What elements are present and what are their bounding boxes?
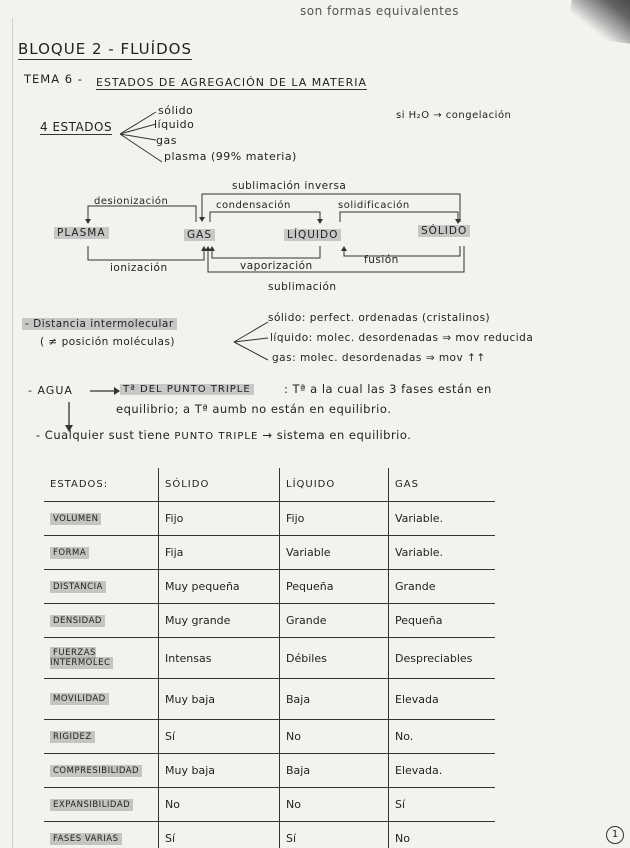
row-label: VOLUMEN <box>44 502 159 536</box>
table-cell: Débiles <box>280 638 389 679</box>
label-vaporizacion: vaporización <box>240 260 313 272</box>
label-desionizacion: desionización <box>94 196 169 207</box>
distance-label: - Distancia intermolecular <box>22 318 177 330</box>
table-cell: Grande <box>280 604 389 638</box>
header-cell: ESTADOS: <box>44 468 159 502</box>
row-label: FORMA <box>44 536 159 570</box>
table-cell: Elevada. <box>389 754 496 788</box>
label-ionizacion: ionización <box>110 262 168 274</box>
distance-solid: sólido: perfect. ordenadas (cristalinos) <box>268 312 491 324</box>
state-liquid: líquido <box>154 118 195 131</box>
block-heading: BLOQUE 2 - FLUÍDOS <box>18 40 192 58</box>
page-corner-shadow <box>567 0 630 45</box>
agua-term: Tª DEL PUNTO TRIPLE <box>120 384 254 395</box>
table-cell: Sí <box>159 822 280 848</box>
table-cell: Muy pequeña <box>159 570 280 604</box>
table-body <box>44 468 495 848</box>
table-row <box>44 570 495 604</box>
agua-label: - AGUA <box>28 384 73 397</box>
table-cell: Baja <box>280 754 389 788</box>
distance-gas: gas: molec. desordenadas ⇒ mov ↑↑ <box>272 352 486 364</box>
table-cell: Sí <box>389 788 496 822</box>
table-cell: Intensas <box>159 638 280 679</box>
table-cell: Baja <box>280 679 389 720</box>
state-solid: sólido <box>158 104 194 117</box>
cualquier-prefix: - Cualquier sust tiene <box>36 428 171 442</box>
table-row <box>44 502 495 536</box>
table-cell: No. <box>389 720 496 754</box>
table-cell: Variable <box>280 536 389 570</box>
header-cell: GAS <box>389 468 496 502</box>
distance-brace <box>232 316 272 366</box>
table-cell: No <box>280 788 389 822</box>
table-cell: Muy baja <box>159 754 280 788</box>
table-cell: Sí <box>280 822 389 848</box>
table-cell: No <box>159 788 280 822</box>
table-row <box>44 604 495 638</box>
table-cell: Despreciables <box>389 638 496 679</box>
cualquier-line <box>36 428 411 442</box>
row-label: DENSIDAD <box>44 604 159 638</box>
row-label: FASES VARIAS <box>44 822 159 848</box>
table-cell: No <box>389 822 496 848</box>
label-fusion: fusión <box>364 254 399 266</box>
table-header-row <box>44 468 495 502</box>
row-label: EXPANSIBILIDAD <box>44 788 159 822</box>
row-label: COMPRESIBILIDAD <box>44 754 159 788</box>
label-condensacion: condensación <box>216 200 291 211</box>
table-cell: Fijo <box>159 502 280 536</box>
table-cell: Muy baja <box>159 679 280 720</box>
header-cell: LÍQUIDO <box>280 468 389 502</box>
states-label: 4 ESTADOS <box>40 120 113 134</box>
table-row <box>44 720 495 754</box>
table-cell: Variable. <box>389 502 496 536</box>
row-label: RIGIDEZ <box>44 720 159 754</box>
table-row <box>44 679 495 720</box>
agua-text-2: equilibrio; a Tª aumb no están en equilibrio. <box>116 402 392 416</box>
agua-text-1: : Tª a la cual las 3 fases están en <box>284 382 492 396</box>
label-sublimacion-inversa: sublimación inversa <box>232 180 347 192</box>
water-note: si H₂O → congelación <box>396 110 512 121</box>
table-cell: Fija <box>159 536 280 570</box>
table-cell: Grande <box>389 570 496 604</box>
margin-line <box>12 18 13 848</box>
table-cell: Pequeña <box>389 604 496 638</box>
table-cell: Elevada <box>389 679 496 720</box>
label-sublimacion: sublimación <box>268 281 337 293</box>
row-label: MOVILIDAD <box>44 679 159 720</box>
table-cell: No <box>280 720 389 754</box>
state-box-gas: GAS <box>184 229 215 241</box>
label-solidificacion: solidificación <box>338 200 410 211</box>
table-row <box>44 788 495 822</box>
table-row <box>44 754 495 788</box>
row-label: FUERZAS INTERMOLEC <box>44 638 159 679</box>
table-cell: Sí <box>159 720 280 754</box>
table-row <box>44 536 495 570</box>
states-properties-table <box>44 468 495 848</box>
cualquier-suffix: → sistema en equilibrio. <box>262 428 412 442</box>
topic-title: ESTADOS DE AGREGACIÓN DE LA MATERIA <box>96 76 368 89</box>
state-gas: gas <box>156 134 177 147</box>
table-cell: Fijo <box>280 502 389 536</box>
topic-number: TEMA 6 - <box>24 72 83 86</box>
table-cell: Variable. <box>389 536 496 570</box>
state-box-solido: SÓLIDO <box>418 225 470 237</box>
top-fragment: son formas equivalentes <box>300 4 459 18</box>
header-cell: SÓLIDO <box>159 468 280 502</box>
table-row <box>44 638 495 679</box>
table-cell: Pequeña <box>280 570 389 604</box>
state-box-liquido: LÍQUIDO <box>284 229 341 241</box>
distance-liquid: líquido: molec. desordenadas ⇒ mov reducida <box>270 332 534 344</box>
page-number: 1 <box>606 826 624 844</box>
row-label: DISTANCIA <box>44 570 159 604</box>
distance-sub: ( ≠ posición moléculas) <box>40 336 176 348</box>
state-box-plasma: PLASMA <box>54 227 109 239</box>
state-plasma: plasma (99% materia) <box>164 150 297 163</box>
table-row <box>44 822 495 848</box>
cualquier-term: PUNTO TRIPLE <box>174 431 259 442</box>
agua-arrow <box>88 384 122 398</box>
table-cell: Muy grande <box>159 604 280 638</box>
